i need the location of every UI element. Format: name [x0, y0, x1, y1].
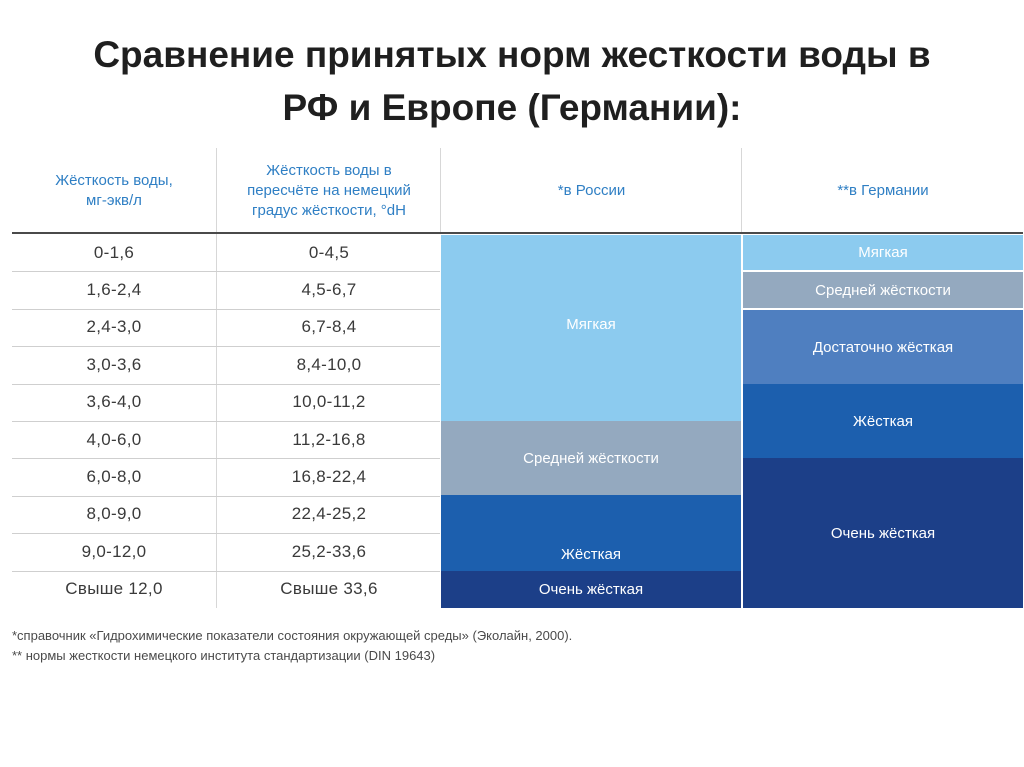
band-label: Жёсткая: [853, 412, 913, 430]
cell-mg-eq: Свыше 12,0: [65, 579, 163, 599]
band-label: Жёсткая: [561, 546, 621, 563]
cell-mg-eq: 8,0-9,0: [86, 504, 142, 524]
cell-mg-eq: 6,0-8,0: [86, 467, 142, 487]
band-label: Очень жёсткая: [538, 581, 644, 598]
band-label: Достаточно жёсткая: [812, 338, 954, 356]
cell-mg-eq: 3,0-3,6: [86, 354, 142, 374]
row-divider: [12, 571, 440, 572]
russia-band-soft: [441, 235, 741, 421]
cell-mg-eq: 2,4-3,0: [86, 317, 142, 337]
germany-band-fairly-hard: [743, 310, 1023, 384]
band-label: Мягкая: [566, 315, 616, 333]
cell-german-degree: 8,4-10,0: [296, 354, 362, 374]
header-russia: *в России: [557, 182, 626, 199]
cell-mg-eq: 4,0-6,0: [86, 429, 142, 449]
germany-band-soft: [743, 235, 1023, 270]
row-divider: [12, 458, 440, 459]
row-divider: [12, 384, 440, 385]
russia-band-hard: [441, 495, 741, 571]
cell-german-degree: 6,7-8,4: [301, 317, 357, 337]
column-divider: [741, 148, 742, 234]
cell-german-degree: 22,4-25,2: [291, 504, 367, 524]
column-divider: [440, 148, 441, 234]
cell-german-degree: 16,8-22,4: [291, 467, 367, 487]
header-german-degree: Жёсткость воды в пересчёте на немецкий градус жёсткости, °dH: [247, 162, 411, 219]
band-label: Средней жёсткости: [523, 449, 659, 467]
header-mg-eq: Жёсткость воды, мг-экв/л: [55, 172, 173, 209]
germany-band-medium: [743, 272, 1023, 308]
cell-german-degree: 11,2-16,8: [292, 429, 366, 449]
cell-mg-eq: 9,0-12,0: [81, 541, 147, 561]
cell-german-degree: 4,5-6,7: [301, 280, 357, 300]
russia-band-medium: [441, 421, 741, 495]
footnote-germany-source: ** нормы жесткости немецкого института стандартизации (DIN 19643): [12, 648, 436, 663]
band-label: Средней жёсткости: [815, 281, 951, 299]
cell-german-degree: 10,0-11,2: [292, 392, 366, 412]
footnote-russia-source: *справочник «Гидрохимические показатели состояния окружающей среды» (Эколайн, 2000).: [12, 628, 573, 643]
russia-band-very-hard: [441, 571, 741, 608]
cell-german-degree: 0-4,5: [308, 242, 350, 262]
band-label: Мягкая: [858, 244, 908, 261]
cell-mg-eq: 1,6-2,4: [86, 280, 142, 300]
band-label: Очень жёсткая: [830, 524, 936, 542]
title-line-1: Сравнение принятых норм жесткости воды в: [93, 34, 931, 75]
cell-mg-eq: 3,6-4,0: [86, 392, 142, 412]
cell-german-degree: Свыше 33,6: [280, 579, 378, 599]
row-divider: [12, 496, 440, 497]
title-line-2: РФ и Европе (Германии):: [282, 87, 742, 128]
column-divider: [216, 148, 217, 608]
row-divider: [12, 533, 440, 534]
germany-band-hard: [743, 384, 1023, 458]
row-divider: [12, 271, 440, 272]
cell-german-degree: 25,2-33,6: [291, 541, 367, 561]
footnotes: [12, 626, 572, 666]
cell-mg-eq: 0-1,6: [93, 242, 135, 262]
header-germany: **в Германии: [837, 182, 929, 199]
row-divider: [12, 346, 440, 347]
row-divider: [12, 309, 440, 310]
germany-band-very-hard: [743, 458, 1023, 608]
row-divider: [12, 421, 440, 422]
